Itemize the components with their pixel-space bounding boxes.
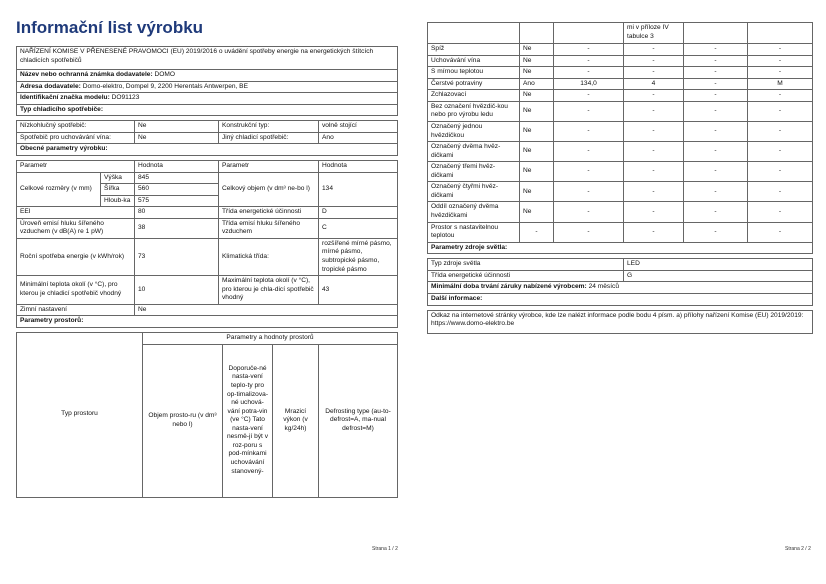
- compartment-freeze: -: [684, 222, 748, 242]
- page-number: Strana 2 / 2: [785, 546, 811, 552]
- light-row: [428, 270, 813, 282]
- light-label: Typ zdroje světla: [428, 259, 624, 271]
- compartment-row: [428, 44, 813, 56]
- empty-cell: [554, 23, 624, 44]
- compartment-volume: -: [554, 101, 624, 121]
- compartment-temp: -: [624, 55, 684, 67]
- compartment-name: Uchovávání vína: [428, 55, 520, 67]
- compartment-present: Ne: [520, 162, 554, 182]
- compartment-present: Ne: [520, 142, 554, 162]
- param-label: Maximální teplota okolí (v °C), pro kterou je chla-dicí spotřebič vhodný: [219, 276, 319, 305]
- compartment-temp: -: [624, 90, 684, 102]
- compartment-volume: -: [554, 222, 624, 242]
- compartment-volume: -: [554, 67, 624, 79]
- compartment-params-label: Parametry prostorů:: [17, 316, 398, 328]
- compartment-present: Ne: [520, 121, 554, 141]
- compartment-freeze: -: [684, 142, 748, 162]
- light-row: [428, 259, 813, 271]
- compartment-temp: -: [624, 101, 684, 121]
- type-cell: Jiný chladicí spotřebič:: [219, 132, 319, 144]
- compartment-row: [428, 202, 813, 222]
- param-label: Úroveň emisí hluku šířeného vzduchem (v dB(A) re 1 pW): [17, 218, 135, 238]
- compartment-volume: 134,0: [554, 78, 624, 90]
- compartment-temp: -: [624, 182, 684, 202]
- compartment-defrost: -: [748, 44, 813, 56]
- param-row: [17, 218, 398, 238]
- param-label: Roční spotřeba energie (v kWh/rok): [17, 238, 135, 275]
- compartment-name: Označený dvěma hvěz-dičkami: [428, 142, 520, 162]
- param-label: Třída energetické účinnosti: [219, 207, 319, 219]
- address-value: Domo-elektro, Dompel 9, 2200 Herentals Antwerpen, BE: [82, 82, 248, 90]
- param-label: Třída emisí hluku šířeného vzduchem: [219, 218, 319, 238]
- compartment-freeze: -: [684, 182, 748, 202]
- warranty-value: 24 měsíců: [588, 283, 619, 291]
- compartment-temp: -: [624, 44, 684, 56]
- empty-cell: [684, 23, 748, 44]
- compartment-present: -: [520, 222, 554, 242]
- additional-info-text: Odkaz na internetové stránky výrobce, kde lze nalézt informace podle bodu 4 písm. a) přílohy nařízení Komise (EU) 2019/2019: https://www.domo-elektro.be: [428, 310, 813, 333]
- compartment-temp: -: [624, 162, 684, 182]
- header-table: [16, 46, 398, 116]
- compartment-row: [428, 90, 813, 102]
- compartment-params-header: Parametry a hodnoty prostorů: [143, 332, 398, 344]
- compartment-volume: -: [554, 202, 624, 222]
- compartment-temp: -: [624, 142, 684, 162]
- compartment-volume: -: [554, 162, 624, 182]
- compartment-defrost: -: [748, 162, 813, 182]
- compartment-present: Ne: [520, 101, 554, 121]
- compartment-name: Prostor s nastavitelnou teplotou: [428, 222, 520, 242]
- type-cell: Konstrukční typ:: [219, 121, 319, 133]
- dim-label: Hloub-ka: [101, 195, 135, 207]
- compartment-freeze: -: [684, 121, 748, 141]
- compartment-name: Označený jednou hvězdičkou: [428, 121, 520, 141]
- compartment-name: Oddíl označený dvěma hvězdičkami: [428, 202, 520, 222]
- type-row: [17, 132, 398, 144]
- compartment-name: Označený třemi hvěz-dičkami: [428, 162, 520, 182]
- volume-value: 134: [319, 172, 398, 207]
- dim-value: 845: [135, 172, 219, 184]
- compartment-present: Ne: [520, 67, 554, 79]
- compartment-row: [428, 78, 813, 90]
- warranty-label: Minimální doba trvání záruky nabízené výrobcem:: [431, 283, 587, 291]
- compartment-volume: -: [554, 182, 624, 202]
- compartment-freeze: -: [684, 90, 748, 102]
- compartment-volume: -: [554, 44, 624, 56]
- compartment-temp: -: [624, 121, 684, 141]
- compartment-name: Zchlazovací: [428, 90, 520, 102]
- param-value: C: [319, 218, 398, 238]
- compartment-name: Označený čtyřmi hvěz-dičkami: [428, 182, 520, 202]
- supplier-value: DOMO: [154, 71, 176, 78]
- address-label: Adresa dodavatele:: [20, 82, 81, 90]
- param-value: 73: [135, 238, 219, 275]
- general-params-label: Obecné parametry výrobku:: [17, 144, 398, 156]
- type-cell: Ano: [319, 132, 398, 144]
- defrost-type-header: Defrosting type (au-to-defrost=A, ma-nual defrost=M): [319, 344, 398, 497]
- light-value: G: [624, 270, 813, 282]
- type-cell: Spotřebič pro uchovávání vína:: [17, 132, 135, 144]
- compartment-defrost: -: [748, 101, 813, 121]
- compartment-defrost: -: [748, 142, 813, 162]
- compartment-defrost: -: [748, 202, 813, 222]
- additional-info-label: Další informace:: [428, 293, 813, 305]
- compartment-freeze: -: [684, 44, 748, 56]
- param-row: [17, 238, 398, 275]
- light-label: Třída energetické účinnosti: [428, 270, 624, 282]
- compartment-type-header: Typ prostoru: [17, 332, 143, 497]
- volume-header: Objem prosto-ru (v dm³ nebo l): [143, 344, 223, 497]
- compartment-defrost: -: [748, 90, 813, 102]
- volume-label: Celkový objem (v dm³ ne-bo l): [219, 172, 319, 207]
- param-row: [17, 276, 398, 305]
- page-number: Strana 1 / 2: [372, 546, 398, 552]
- compartment-defrost: M: [748, 78, 813, 90]
- compartment-present: Ne: [520, 44, 554, 56]
- param-value: 43: [319, 276, 398, 305]
- compartment-temp: -: [624, 202, 684, 222]
- appliance-type-label: Typ chladicího spotřebiče:: [17, 104, 398, 116]
- winter-setting-value: Ne: [135, 304, 398, 316]
- dim-label: Výška: [101, 172, 135, 184]
- compartment-freeze: -: [684, 101, 748, 121]
- compartment-name: S mírnou teplotou: [428, 67, 520, 79]
- light-value: LED: [624, 259, 813, 271]
- compartment-present: Ano: [520, 78, 554, 90]
- compartment-table: [427, 22, 813, 254]
- compartment-freeze: -: [684, 162, 748, 182]
- compartment-name: Spíž: [428, 44, 520, 56]
- param-label: EEI: [17, 207, 135, 219]
- param-row: [17, 207, 398, 219]
- compartment-temp: 4: [624, 78, 684, 90]
- compartment-present: Ne: [520, 55, 554, 67]
- compartment-row: [428, 182, 813, 202]
- compartment-defrost: -: [748, 67, 813, 79]
- regulation-text: NAŘÍZENÍ KOMISE V PŘENESENÉ PRAVOMOCI (EU) 2019/2016 o uvádění spotřeby energie na energetických štítcích chladicích spotřebičů: [17, 47, 398, 70]
- general-params-table: [16, 160, 398, 328]
- page-2: [413, 0, 826, 584]
- compartment-present: Ne: [520, 182, 554, 202]
- param-value: D: [319, 207, 398, 219]
- compartment-defrost: -: [748, 121, 813, 141]
- compartment-name: Bez označení hvězdič-kou nebo pro výrobu ledu: [428, 101, 520, 121]
- dim-value: 560: [135, 184, 219, 196]
- type-cell: Nízkohlučný spotřebič:: [17, 121, 135, 133]
- compartment-temp: -: [624, 222, 684, 242]
- compartment-defrost: -: [748, 222, 813, 242]
- compartment-row: [428, 142, 813, 162]
- type-cell: Ne: [135, 132, 219, 144]
- compartment-temp: -: [624, 67, 684, 79]
- compartment-header-table: [16, 332, 398, 498]
- dim-label: Šířka: [101, 184, 135, 196]
- document-title: Informační list výrobku: [16, 18, 204, 37]
- supplier-label: Název nebo ochranná známka dodavatele:: [20, 71, 153, 78]
- param-value: 80: [135, 207, 219, 219]
- light-source-label: Parametry zdroje světla:: [428, 242, 813, 254]
- model-value: DO91123: [111, 94, 140, 102]
- compartment-volume: -: [554, 90, 624, 102]
- type-row: [17, 121, 398, 133]
- empty-cell: [428, 23, 520, 44]
- compartment-freeze: -: [684, 202, 748, 222]
- winter-setting-label: Zimní nastavení: [17, 304, 135, 316]
- compartment-defrost: -: [748, 55, 813, 67]
- type-cell: Ne: [135, 121, 219, 133]
- type-cell: volně stojící: [319, 121, 398, 133]
- param-value: rozšířené mírné pásmo, mírné pásmo, subtropické pásmo, tropické pásmo: [319, 238, 398, 275]
- compartment-present: Ne: [520, 90, 554, 102]
- empty-cell: [520, 23, 554, 44]
- compartment-volume: -: [554, 142, 624, 162]
- temperature-header: Doporuče-né nasta-vení teplo-ty pro op-timalizova-né uchová-vání potra-vin (ve °C) Tato nasta-vení nesmě-jí být v roz-poru s pod-mínkami uchovávání stanovený-: [223, 344, 273, 497]
- freezing-capacity-header: Mrazicí výkon (v kg/24h): [273, 344, 319, 497]
- model-label: Identifikační značka modelu:: [20, 94, 110, 102]
- light-source-table: [427, 258, 813, 305]
- appliance-type-table: [16, 120, 398, 156]
- additional-info-table: [427, 310, 813, 334]
- param-label: Minimální teplota okolí (v °C), pro kterou je chladicí spotřebič vhodný: [17, 276, 135, 305]
- dimensions-label: Celkové rozměry (v mm): [17, 172, 101, 207]
- compartment-freeze: -: [684, 78, 748, 90]
- compartment-row: [428, 67, 813, 79]
- compartment-freeze: -: [684, 67, 748, 79]
- compartment-freeze: -: [684, 55, 748, 67]
- col-header-value: Hodnota: [319, 160, 398, 172]
- compartment-row: [428, 222, 813, 242]
- empty-cell: [748, 23, 813, 44]
- col-header-value: Hodnota: [135, 160, 219, 172]
- compartment-row: [428, 55, 813, 67]
- compartment-row: [428, 121, 813, 141]
- param-value: 10: [135, 276, 219, 305]
- compartment-present: Ne: [520, 202, 554, 222]
- compartment-name: Čerstvé potraviny: [428, 78, 520, 90]
- compartment-row: [428, 162, 813, 182]
- dim-value: 575: [135, 195, 219, 207]
- continued-header: mi v příloze IV tabulce 3: [624, 23, 684, 44]
- compartment-volume: -: [554, 121, 624, 141]
- compartment-volume: -: [554, 55, 624, 67]
- param-value: 38: [135, 218, 219, 238]
- col-header-param: Parametr: [219, 160, 319, 172]
- compartment-row: [428, 101, 813, 121]
- col-header-param: Parametr: [17, 160, 135, 172]
- param-label: Klimatická třída:: [219, 238, 319, 275]
- compartment-defrost: -: [748, 182, 813, 202]
